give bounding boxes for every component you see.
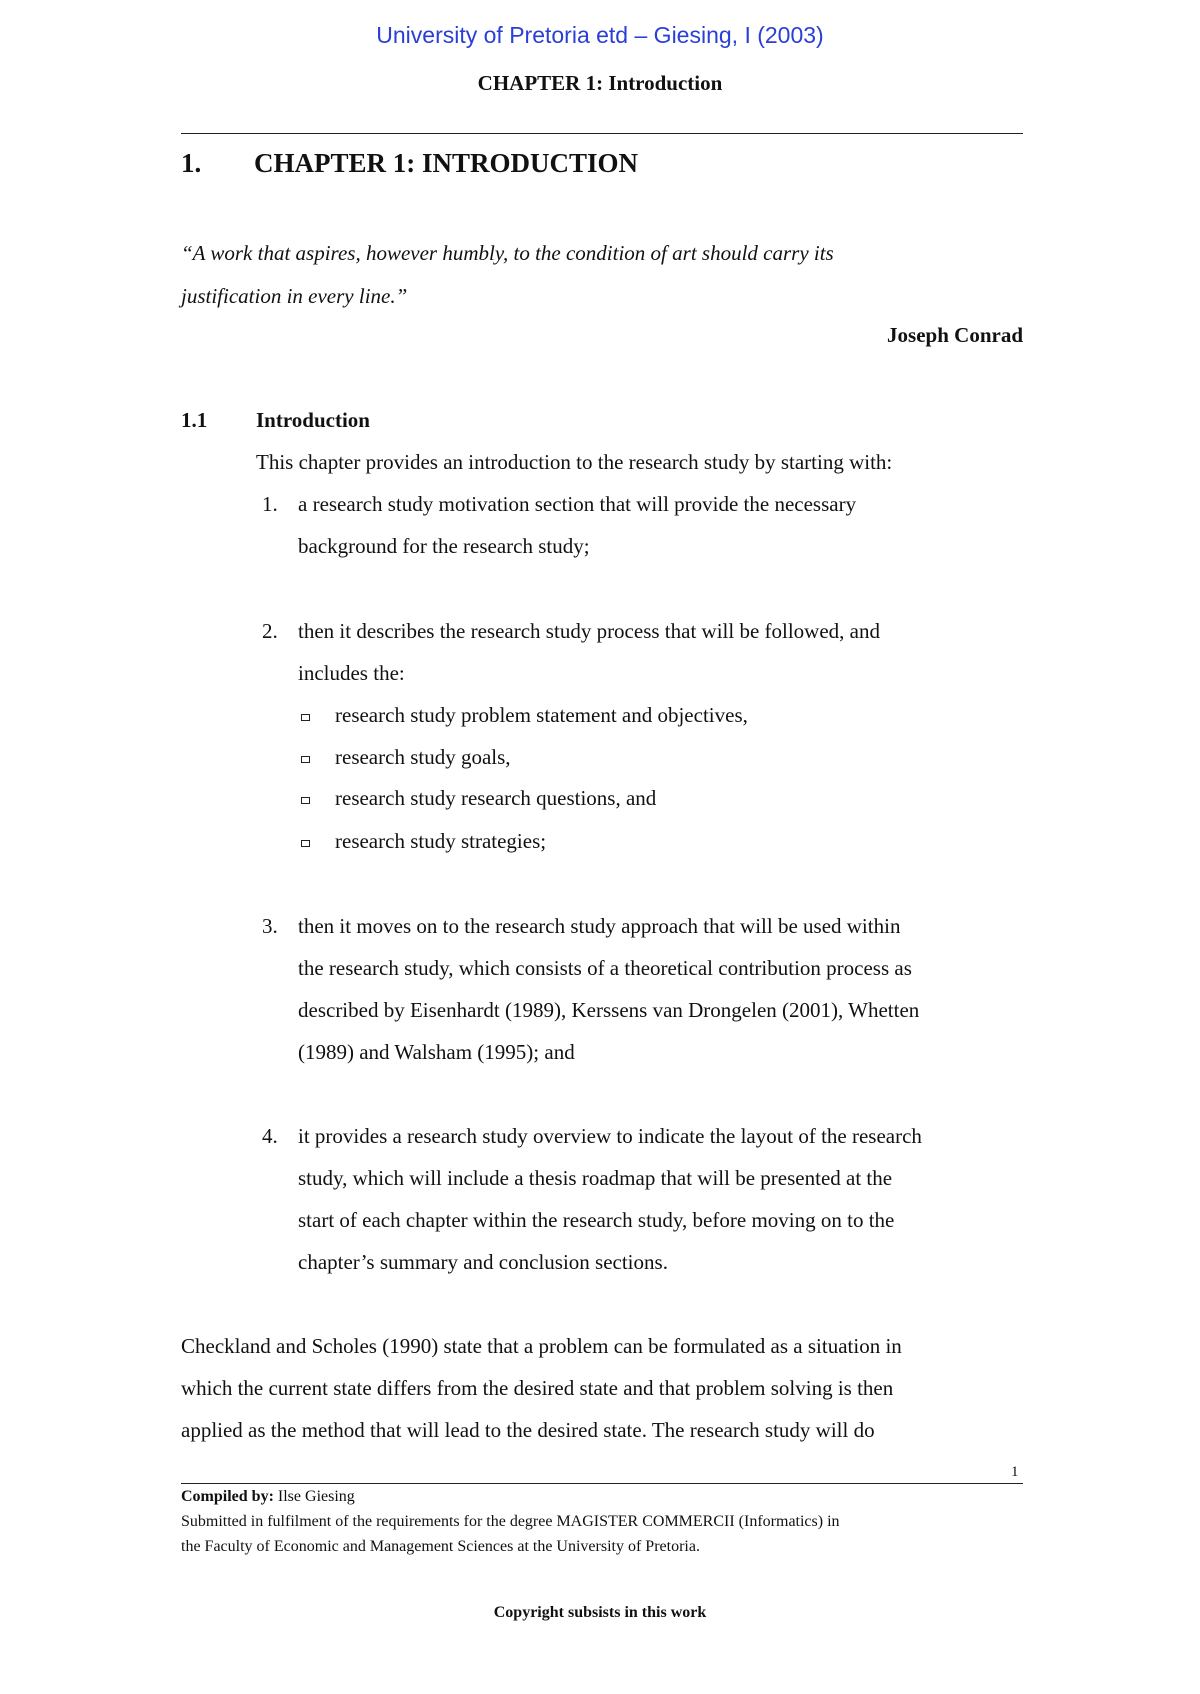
item-4-line-4: chapter’s summary and conclusion sections. [298, 1250, 668, 1274]
bullet-item: research study problem statement and objectives, [335, 703, 748, 727]
chapter-number: 1. [181, 148, 202, 178]
item-1-line-2: background for the research study; [298, 534, 590, 558]
copyright-notice: Copyright subsists in this work [493, 1604, 707, 1621]
bullet-square-icon [301, 840, 310, 847]
item-4-line-1: it provides a research study overview to indicate the layout of the research [298, 1124, 922, 1148]
item-4-number: 4. [262, 1124, 278, 1148]
bullet-item: research study goals, [335, 745, 511, 769]
bullet-item: research study strategies; [335, 829, 547, 853]
item-3-line-2: the research study, which consists of a theoretical contribution process as [298, 956, 912, 980]
item-2-line-1: then it describes the research study process that will be followed, and [298, 619, 880, 643]
intro-line: This chapter provides an introduction to the research study by starting with: [256, 450, 893, 474]
closing-line-3: applied as the method that will lead to the desired state. The research study will do [181, 1418, 875, 1442]
compiled-by-name: Ilse Giesing [273, 1488, 355, 1505]
bullet-square-icon [301, 797, 310, 804]
item-1-line-1: a research study motivation section that will provide the necessary [298, 492, 857, 516]
item-4-line-2: study, which will include a thesis roadmap that will be presented at the [298, 1166, 893, 1190]
chapter-title: CHAPTER 1: INTRODUCTION [254, 148, 639, 178]
item-2-number: 2. [262, 619, 278, 643]
section-title: Introduction [256, 408, 370, 432]
epigraph-line-2: justification in every line.” [181, 284, 408, 308]
closing-line-1: Checkland and Scholes (1990) state that a problem can be formulated as a situation in [181, 1334, 902, 1358]
item-1-number: 1. [262, 492, 278, 516]
header-rule [181, 133, 1023, 134]
epigraph-author: Joseph Conrad [887, 323, 1023, 347]
bullet-item: research study research questions, and [335, 786, 657, 810]
item-3-line-3: described by Eisenhardt (1989), Kerssens van Drongelen (2001), Whetten [298, 998, 920, 1022]
item-3-line-4: (1989) and Walsham (1995); and [298, 1040, 575, 1064]
bullet-square-icon [301, 756, 310, 763]
running-head: CHAPTER 1: Introduction [477, 71, 723, 95]
section-heading [181, 408, 370, 433]
submission-line-1: Submitted in fulfilment of the requirements for the degree MAGISTER COMMERCII (Informatics) in [181, 1513, 840, 1530]
bullet-square-icon [301, 714, 310, 721]
section-number: 1.1 [181, 408, 208, 432]
footer-rule [181, 1483, 1023, 1484]
item-3-line-1: then it moves on to the research study approach that will be used within [298, 914, 901, 938]
compiled-by [181, 1488, 355, 1506]
page-number: 1 [1011, 1464, 1019, 1480]
item-2-line-2: includes the: [298, 661, 405, 685]
chapter-heading [181, 148, 638, 179]
compiled-by-label: Compiled by: [181, 1488, 274, 1505]
closing-line-2: which the current state differs from the desired state and that problem solving is then [181, 1376, 894, 1400]
watermark: University of Pretoria etd – Giesing, I (2003) [376, 22, 824, 48]
item-3-number: 3. [262, 914, 278, 938]
submission-line-2: the Faculty of Economic and Management Sciences at the University of Pretoria. [181, 1538, 700, 1555]
item-4-line-3: start of each chapter within the research study, before moving on to the [298, 1208, 895, 1232]
epigraph-line-1: “A work that aspires, however humbly, to the condition of art should carry its [181, 241, 834, 265]
